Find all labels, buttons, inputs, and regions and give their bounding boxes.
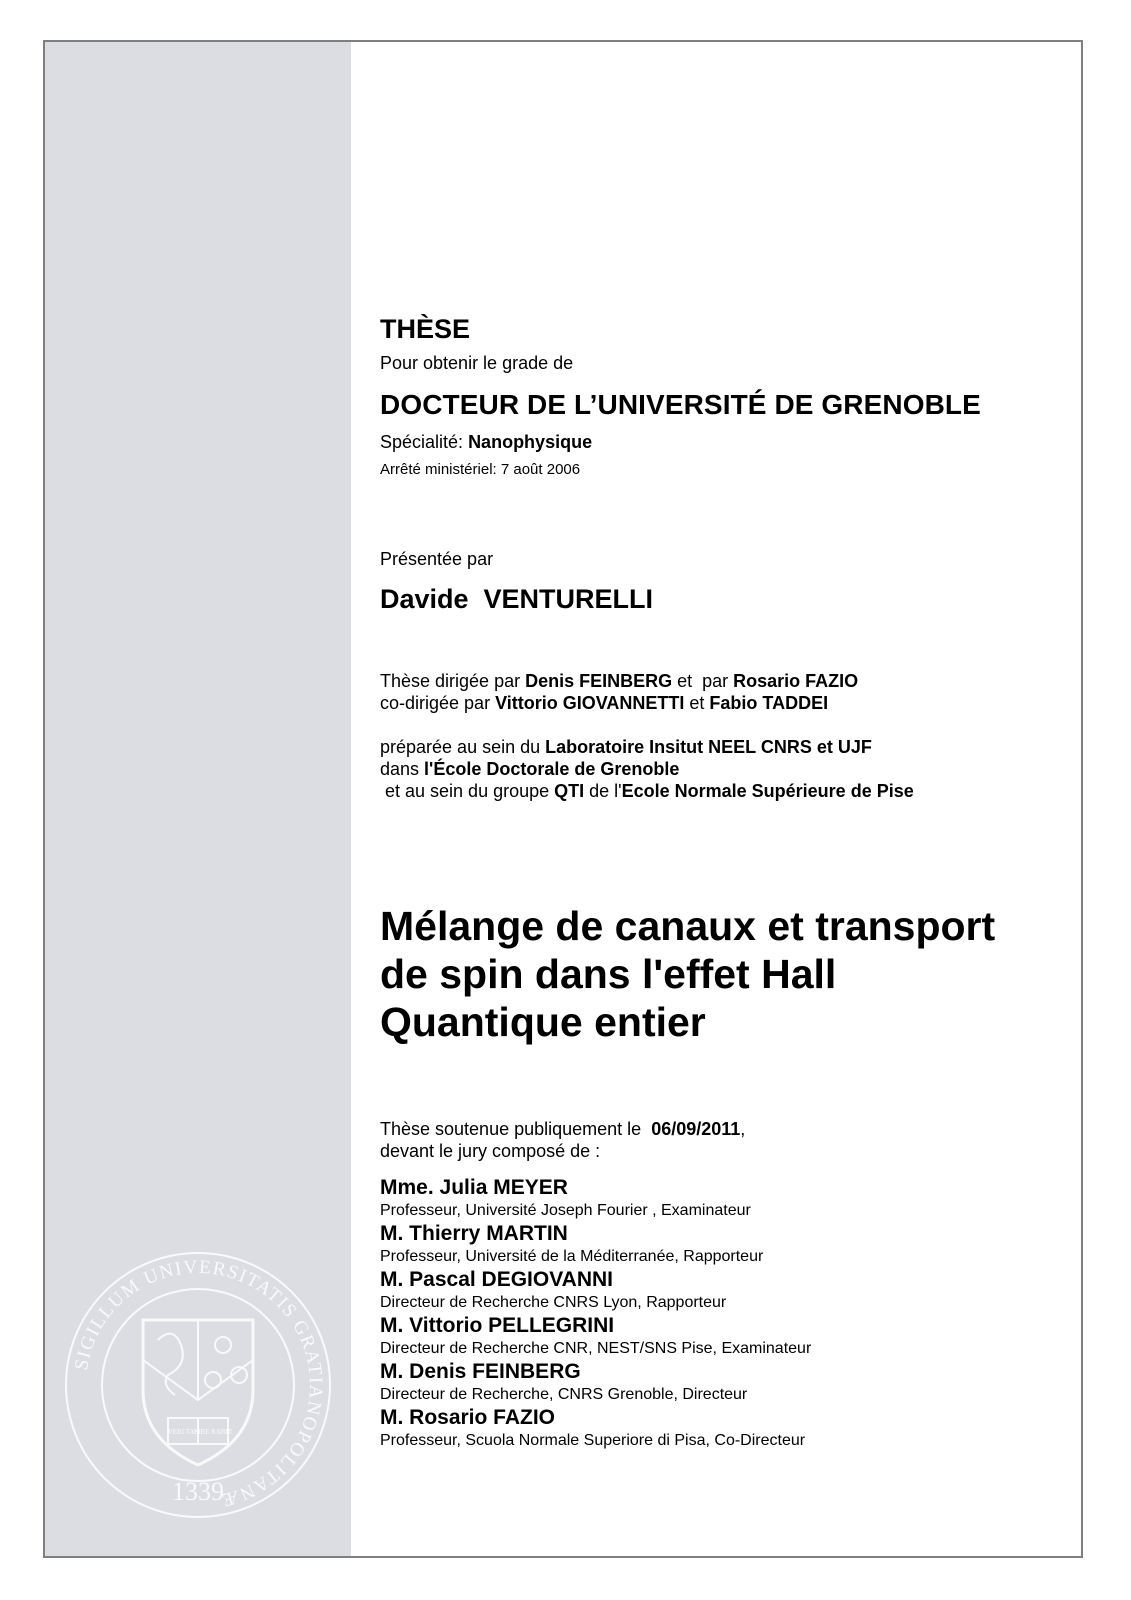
specialty-value: Nanophysique xyxy=(468,432,593,452)
jury-member-role: Professeur, Scuola Normale Superiore di Pisa, Co-Directeur xyxy=(380,1432,806,1449)
jury-member xyxy=(380,1360,1060,1406)
jury-member-role: Directeur de Recherche, CNRS Grenoble, Directeur xyxy=(380,1386,748,1403)
university-seal xyxy=(63,1250,333,1520)
jury-member xyxy=(380,1268,1060,1314)
thesis-title xyxy=(380,902,1040,1046)
title-page-content xyxy=(380,312,1060,1452)
jury-list xyxy=(380,1176,1060,1452)
jury-member-role: Directeur de Recherche CNRS Lyon, Rapporteur xyxy=(380,1294,727,1311)
supervisors-joiner: et par xyxy=(672,671,734,691)
degree-title: DOCTEUR DE L’UNIVERSITÉ DE GRENOBLE xyxy=(380,389,981,420)
doctoral-school-line xyxy=(380,758,1060,780)
jury-member-name: M. Pascal DEGIOVANNI xyxy=(380,1268,614,1291)
seal-year: 1339 xyxy=(172,1477,224,1506)
document-type: THÈSE xyxy=(380,314,471,344)
jury-member-name: M. Vittorio PELLEGRINI xyxy=(380,1314,615,1337)
jury-intro: devant le jury composé de : xyxy=(380,1141,601,1161)
defense-date-line xyxy=(380,1118,1060,1140)
thesis-title-line-2: de spin dans l'effet Hall xyxy=(380,951,837,997)
author-name: Davide VENTURELLI xyxy=(380,584,654,614)
jury-member-role: Directeur de Recherche CNR, NEST/SNS Pise, Examinateur xyxy=(380,1340,812,1357)
jury-member-name: M. Rosario FAZIO xyxy=(380,1406,556,1429)
seal-motto: SIGILLUM UNIVERSITATIS GRATIANOPOLITANÆ xyxy=(70,1256,327,1511)
group-name: QTI xyxy=(554,781,585,801)
doctoral-school-prefix: dans xyxy=(380,759,425,779)
specialty-label: Spécialité: xyxy=(380,432,469,452)
laboratory-line xyxy=(380,736,1060,758)
supervisors-prefix: Thèse dirigée par xyxy=(380,671,526,691)
group-joiner: de l' xyxy=(584,781,622,801)
thesis-title-line-1: Mélange de canaux et transport xyxy=(380,903,996,949)
institution-name: Ecole Normale Supérieure de Pise xyxy=(621,781,914,801)
cosupervisors-line xyxy=(380,692,1060,714)
jury-member xyxy=(380,1222,1060,1268)
degree-intro: Pour obtenir le grade de xyxy=(380,353,574,373)
ministerial-decree: Arrêté ministériel: 7 août 2006 xyxy=(380,461,581,478)
supervisors-line xyxy=(380,670,1060,692)
supervisor-1: Denis FEINBERG xyxy=(525,671,673,691)
jury-member-role: Professeur, Université Joseph Fourier , Examinateur xyxy=(380,1202,751,1219)
jury-member-name: Mme. Julia MEYER xyxy=(380,1176,568,1199)
jury-member-name: M. Denis FEINBERG xyxy=(380,1360,581,1383)
jury-member xyxy=(380,1314,1060,1360)
jury-member xyxy=(380,1176,1060,1222)
cosupervisors-prefix: co-dirigée par xyxy=(380,693,496,713)
presented-by-label: Présentée par xyxy=(380,549,494,569)
jury-member-role: Professeur, Université de la Méditerranée, Rapporteur xyxy=(380,1248,764,1265)
defense-block xyxy=(380,1118,1060,1162)
defense-comma: , xyxy=(740,1119,746,1139)
group-prefix: et au sein du groupe xyxy=(380,781,555,801)
seal-book-right: LIBE RABIT xyxy=(193,1428,233,1436)
defense-date: 06/09/2011 xyxy=(651,1119,741,1139)
group-line xyxy=(380,780,1060,802)
supervisor-2: Rosario FAZIO xyxy=(733,671,859,691)
specialty-line xyxy=(380,430,1060,454)
supervision-block xyxy=(380,670,1060,714)
laboratory-prefix: préparée au sein du xyxy=(380,737,546,757)
doctoral-school-name: l'École Doctorale de Grenoble xyxy=(424,759,680,779)
cosupervisor-2: Fabio TADDEI xyxy=(709,693,829,713)
jury-member-name: M. Thierry MARTIN xyxy=(380,1222,568,1245)
seal-book-left: VERI TAS xyxy=(167,1428,199,1436)
cosupervisor-1: Vittorio GIOVANNETTI xyxy=(495,693,685,713)
cosupervisors-joiner: et xyxy=(684,693,710,713)
laboratory-name: Laboratoire Insitut NEEL CNRS et UJF xyxy=(545,737,872,757)
preparation-block xyxy=(380,736,1060,802)
defense-prefix: Thèse soutenue publiquement le xyxy=(380,1119,652,1139)
thesis-title-line-3: Quantique entier xyxy=(380,999,706,1045)
jury-member xyxy=(380,1406,1060,1452)
